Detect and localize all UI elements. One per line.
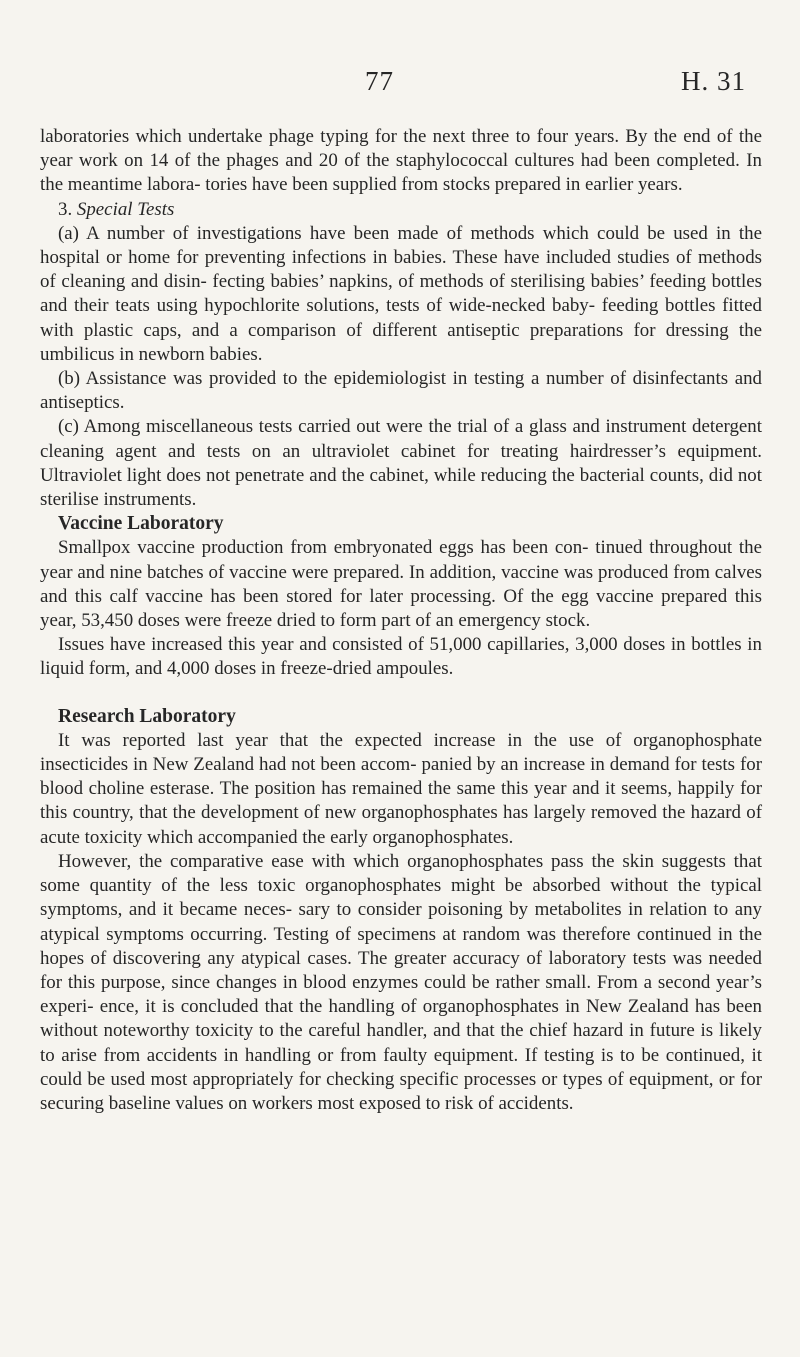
paragraph-vaccine-issues: Issues have increased this year and consisted of 51,000 capillaries, 3,000 doses in bottles in liquid form, and 4,000 doses in freeze-dried ampoules.: [40, 634, 762, 680]
paragraph-special-tests-c: (c) Among miscellaneous tests carried out were the trial of a glass and instrument detergent cleaning agent and tests on an ultraviolet cabinet for treating hairdresser’s equipment. Ultraviolet light does not penetrate and the cabinet, while reducing the bacterial counts, did not sterilise instruments.: [40, 416, 762, 511]
paragraph-special-tests-a: (a) A number of investigations have been made of methods which could be used in the hospital or home for preventing infections in babies. These have included studies of methods of cleaning and disin- fecting babies’ napkins, of methods of sterilising babies’ feeding bottles and their teats using hypochlorite solutions, tests of wide-necked baby- feeding bottles fitted with plastic caps, and a comparison of different antiseptic preparations for dressing the umbilicus in newborn babies.: [40, 222, 762, 365]
paragraph-continuation: laboratories which undertake phage typing for the next three to four years. By the end of the year work on 14 of the phages and 20 of the staphylococcal cultures had been completed. In the meantime labora- tories have been supplied from stocks prepared in earlier years.: [40, 126, 762, 196]
page-header: [0, 66, 800, 106]
document-reference: H. 31: [681, 66, 746, 96]
paragraph-vaccine-production: Smallpox vaccine production from embryonated eggs has been con- tinued throughout the year and nine batches of vaccine were prepared. In addition, vaccine was produced from calves and this calf vaccine has been stored for later processing. Of the egg vaccine prepared this year, 53,450 doses were freeze dried to form part of an emergency stock.: [40, 537, 762, 632]
paragraph-research-organophosphates: It was reported last year that the expected increase in the use of organophosphate insecticides in New Zealand had not been accom- panied by an increase in demand for tests for blood choline esterase. The position has remained the same this year and it seems, happily for this country, that the development of new organophosphates has largely removed the hazard of acute toxicity which accompanied the early organophosphates.: [40, 729, 762, 848]
paragraph-special-tests-b: (b) Assistance was provided to the epidemiologist in testing a number of disinfectants and antiseptics.: [40, 368, 762, 414]
section-title: Special Tests: [76, 198, 175, 220]
section-heading-special-tests: [40, 198, 762, 222]
section-heading-vaccine-laboratory: Vaccine Laboratory: [58, 513, 224, 535]
section-heading-research-laboratory: Research Laboratory: [58, 705, 236, 727]
paragraph-research-testing: However, the comparative ease with which organophosphates pass the skin suggests that some quantity of the less toxic organophosphates might be absorbed without the typical symptoms, and it became neces- sary to consider poisoning by metabolites in relation to any atypical symptoms occurring. Testing of specimens at random was therefore continued in the hopes of discovering any atypical cases. The greater accuracy of laboratory tests was needed for this purpose, since changes in blood enzymes could be rather small. From a second year’s experi- ence, it is concluded that the handling of organophosphates in New Zealand has been without noteworthy toxicity to the careful handler, and that the chief hazard in future is likely to arise from accidents in handling or from faulty equipment. If testing is to be continued, it could be used most appropriately for checking specific processes or types of equipment, or for securing baseline values on workers most exposed to risk of accidents.: [40, 850, 762, 1114]
page-number: 77: [365, 66, 394, 96]
body-text: [40, 125, 762, 1116]
section-number: 3.: [58, 198, 73, 220]
